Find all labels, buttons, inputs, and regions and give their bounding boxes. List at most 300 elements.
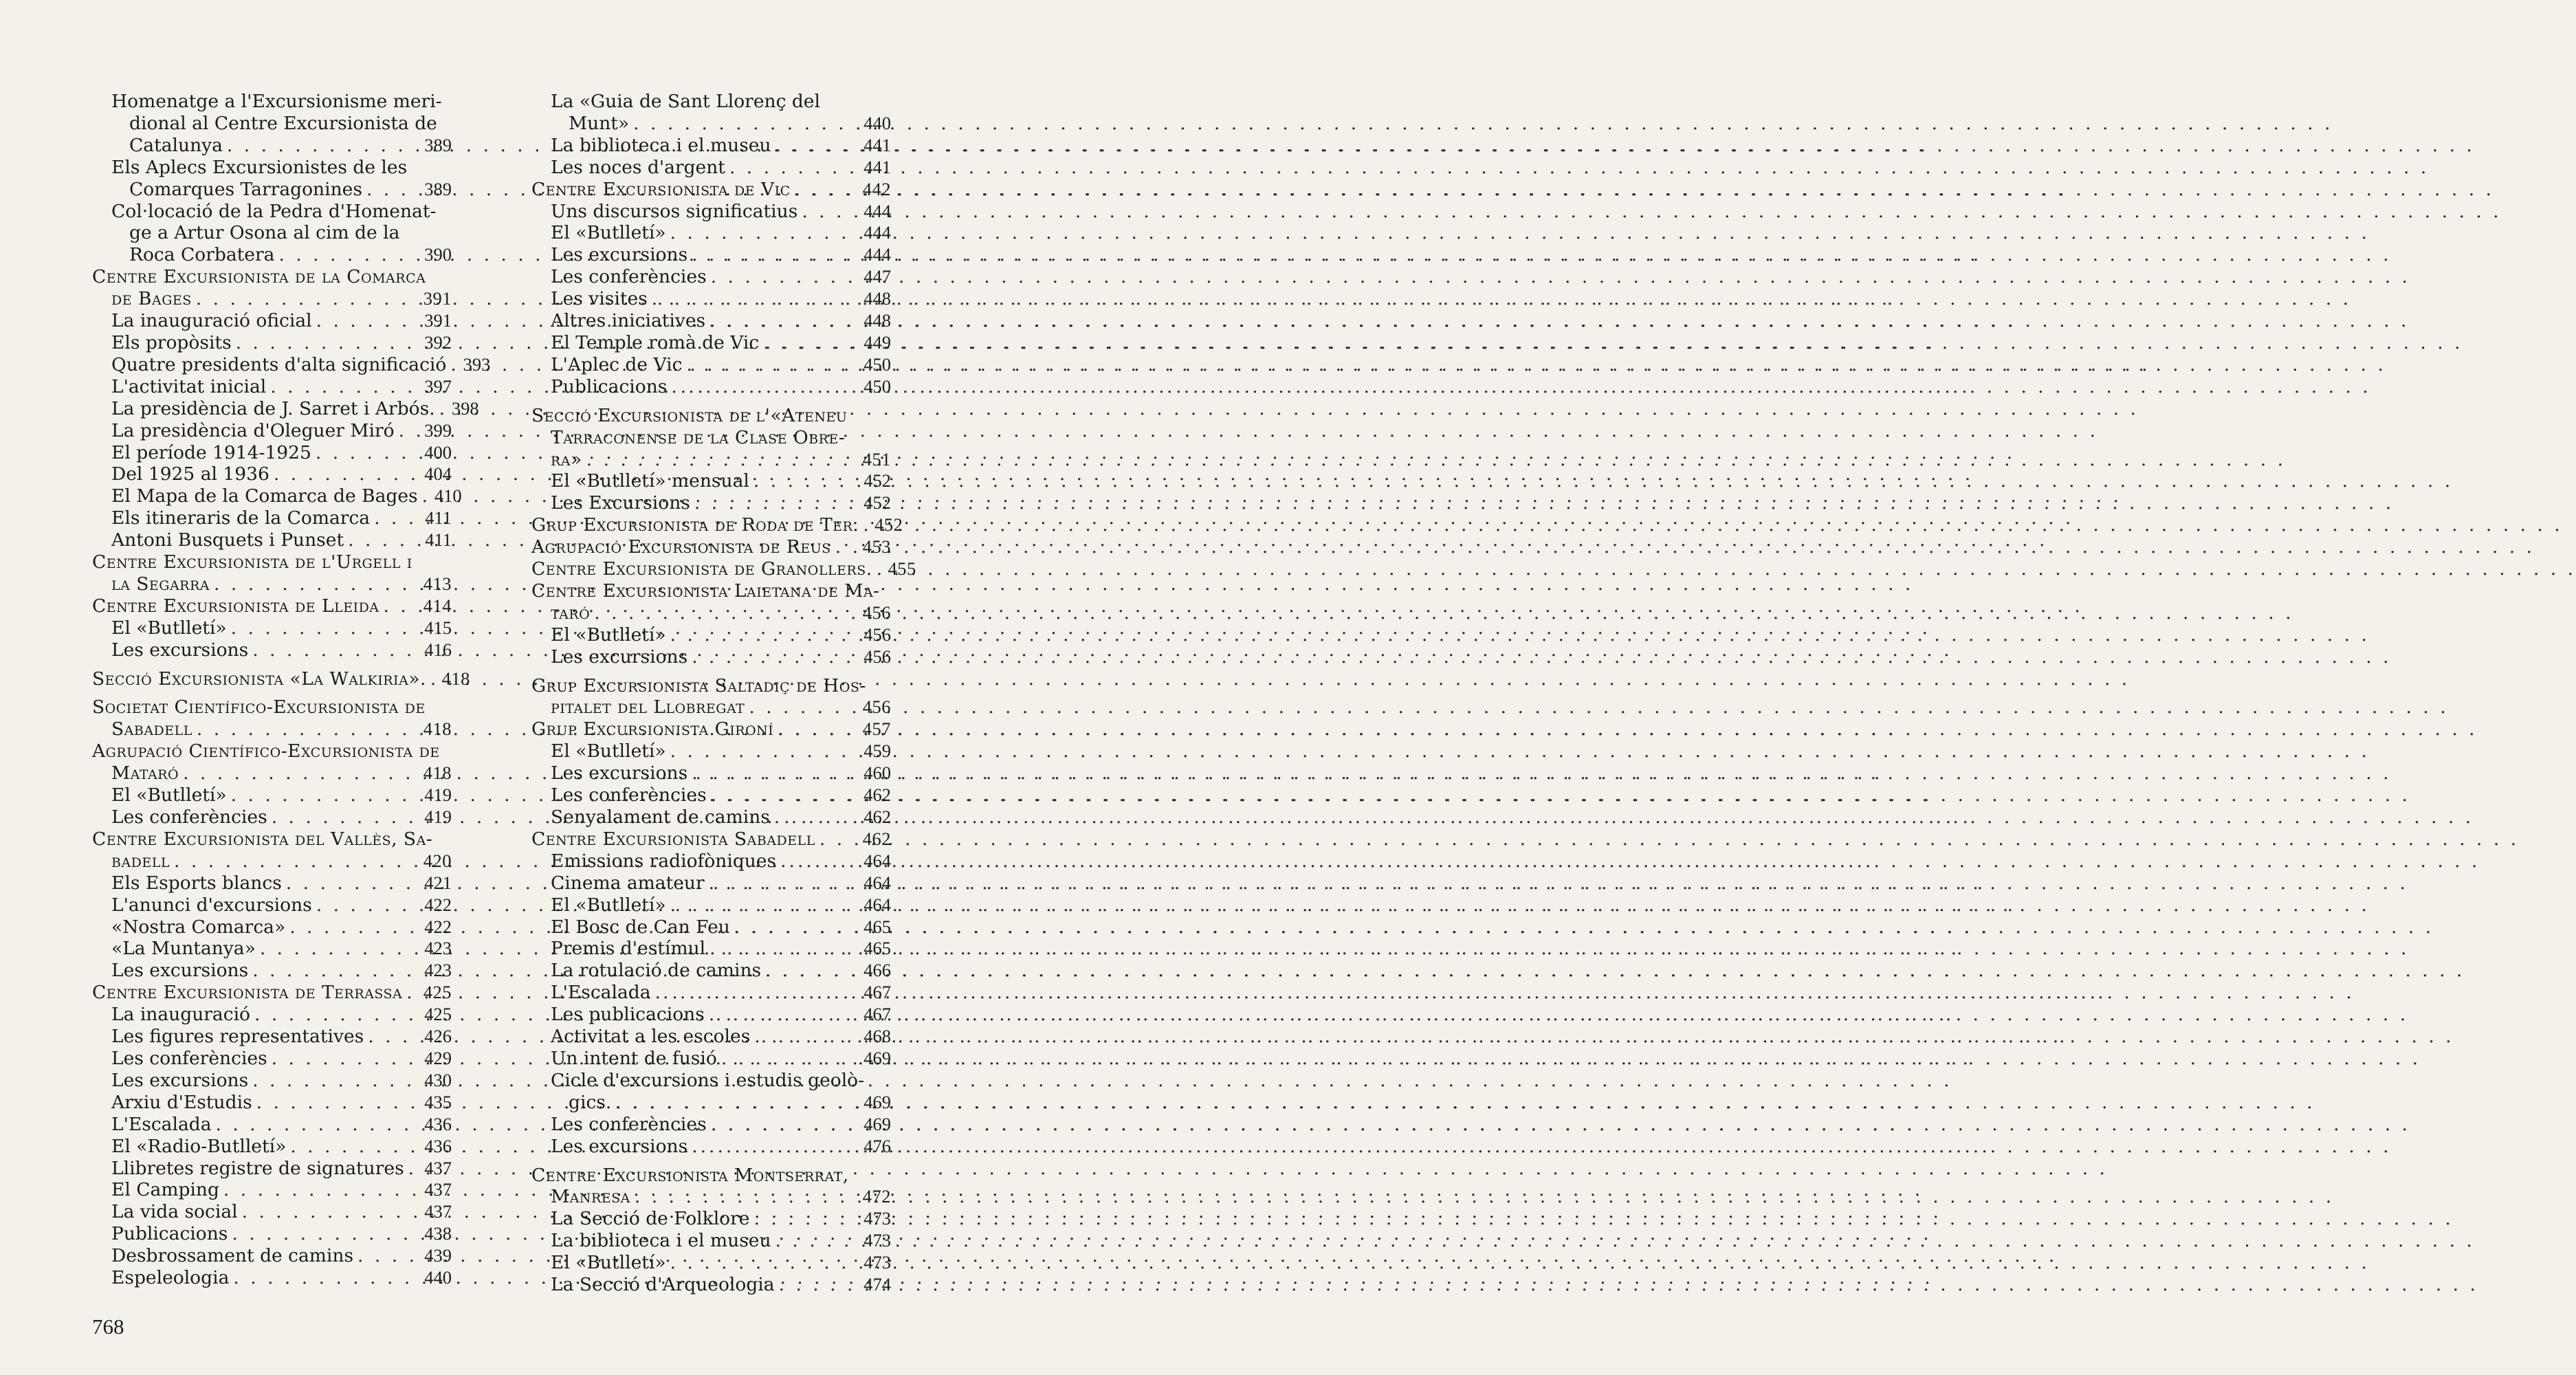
toc-page-number: 437 xyxy=(424,1179,452,1200)
toc-entry-line xyxy=(92,1201,452,1223)
toc-column-left xyxy=(92,91,491,1289)
toc-entry-line xyxy=(92,828,452,850)
toc-entry-line xyxy=(531,1092,891,1114)
dot-leader xyxy=(227,617,421,639)
toc-page-number: 466 xyxy=(863,960,891,981)
dot-leader xyxy=(370,507,421,529)
toc-entry-title: Les conferències xyxy=(551,1113,707,1135)
toc-entry-title: El «Butlletí» xyxy=(111,784,227,806)
toc-entry-title: Les conferències xyxy=(551,266,707,288)
toc-entry-line xyxy=(531,982,891,1004)
dot-leader xyxy=(759,332,861,354)
toc-entry-title: Secció Excursionista de l'«Ateneu xyxy=(531,404,848,426)
toc-page-number: 441 xyxy=(863,134,891,155)
toc-entry-title: Quatre presidents d'alta significació xyxy=(111,353,447,375)
toc-entry-title: ra» xyxy=(551,448,582,470)
toc-entry xyxy=(92,1158,452,1180)
toc-entry-title: Centre Excursionista de l'Urgell i xyxy=(92,551,412,573)
dot-leader xyxy=(776,850,861,872)
toc-section-heading xyxy=(531,514,903,536)
toc-page-number: 423 xyxy=(424,960,452,981)
dot-leader xyxy=(687,762,861,784)
toc-entry-line xyxy=(92,718,452,740)
dot-leader xyxy=(750,1026,861,1048)
toc-entry-line xyxy=(531,1252,891,1274)
toc-page-number: 429 xyxy=(424,1047,452,1068)
toc-page-number: 473 xyxy=(863,1208,891,1229)
toc-entry-line xyxy=(531,470,891,492)
toc-page-number: 392 xyxy=(424,331,452,353)
toc-entry-title: L'Aplec de Vic xyxy=(551,353,683,375)
toc-entry-line xyxy=(531,916,891,938)
toc-page-number: 456 xyxy=(863,624,891,645)
toc-entry xyxy=(531,894,891,916)
page-number: 768 xyxy=(92,1314,124,1339)
toc-entry xyxy=(531,332,891,354)
toc-entry xyxy=(531,157,891,179)
toc-entry-title: El «Butlletí» xyxy=(551,222,666,244)
toc-entry-line xyxy=(531,806,891,828)
dot-leader xyxy=(773,718,861,740)
toc-entry-title: Agrupació Excursionista de Reus xyxy=(531,536,831,558)
dot-leader xyxy=(872,558,886,580)
toc-page-number: 456 xyxy=(862,696,891,718)
toc-entry-title: Agrupació Científico-Excursionista de xyxy=(92,740,440,762)
dot-leader xyxy=(274,244,421,266)
toc-entry xyxy=(531,916,891,938)
toc-section-heading xyxy=(92,551,452,595)
dot-leader xyxy=(223,135,421,157)
toc-entry-title: Centre Excursionista de Lleida xyxy=(92,595,379,617)
toc-section-heading xyxy=(531,580,891,624)
dot-leader xyxy=(648,288,861,310)
toc-entry xyxy=(92,1201,452,1223)
toc-entry-line xyxy=(92,696,452,718)
dot-leader xyxy=(666,1252,861,1274)
toc-page-number: 416 xyxy=(424,639,452,660)
toc-entry-title: Centre Excursionista del Vallès, Sa- xyxy=(92,828,433,850)
toc-entry xyxy=(531,354,891,376)
toc-entry-title: Munt» xyxy=(569,112,630,134)
toc-entry xyxy=(92,353,491,376)
toc-entry-title: Catalunya xyxy=(129,134,223,156)
toc-page-number: 473 xyxy=(863,1230,891,1251)
toc-entry xyxy=(531,1070,891,1114)
toc-page-number: 465 xyxy=(863,938,891,959)
toc-entry xyxy=(92,872,452,894)
toc-page-number: 391 xyxy=(424,310,452,331)
toc-entry-title: Comarques Tarragonines xyxy=(129,178,362,200)
toc-entry-line xyxy=(531,762,891,784)
toc-entry-title: de Bages xyxy=(111,288,192,310)
toc-entry-line xyxy=(92,1070,452,1092)
toc-page-number: 444 xyxy=(863,222,891,243)
toc-entry-line xyxy=(92,201,452,223)
toc-entry-title: Espeleologia xyxy=(111,1267,230,1289)
toc-page-number: 452 xyxy=(874,514,903,536)
toc-entry-line xyxy=(92,894,452,916)
dot-leader xyxy=(435,398,449,420)
toc-entry-line xyxy=(531,157,891,179)
dot-leader xyxy=(192,718,421,740)
toc-entry xyxy=(531,982,891,1004)
toc-section-heading xyxy=(531,718,891,740)
toc-entry-title: ge a Artur Osona al cim de la xyxy=(129,222,400,244)
toc-entry-line xyxy=(92,668,470,690)
toc-entry-title: La biblioteca i el museu xyxy=(551,134,771,156)
toc-page-number: 390 xyxy=(424,244,452,265)
dot-leader xyxy=(248,960,421,982)
toc-entry-line xyxy=(531,828,891,850)
toc-entry-title: Les excursions xyxy=(551,1135,688,1157)
toc-entry-line xyxy=(531,696,891,718)
toc-entry-title: Centre Excursionista Montserrat, xyxy=(531,1164,849,1186)
toc-page-number: 469 xyxy=(863,1113,891,1134)
dot-leader xyxy=(227,784,421,806)
toc-page-number: 389 xyxy=(424,134,452,155)
toc-entry-line xyxy=(92,113,452,135)
toc-entry xyxy=(92,1026,452,1048)
dot-leader xyxy=(179,762,421,784)
toc-entry-line xyxy=(92,1092,452,1114)
toc-entry xyxy=(531,244,891,266)
toc-page-number: 413 xyxy=(423,573,452,594)
toc-entry-line xyxy=(531,624,891,646)
toc-page-number: 472 xyxy=(862,1186,891,1207)
dot-leader xyxy=(666,740,861,762)
toc-entry-line xyxy=(92,529,452,551)
toc-entry-line xyxy=(531,536,891,558)
toc-entry-line xyxy=(531,244,891,266)
dot-leader xyxy=(582,449,861,471)
toc-page-number: 410 xyxy=(434,485,462,507)
toc-entry xyxy=(92,1136,452,1158)
dot-leader xyxy=(344,529,421,551)
toc-entry-title: Secció Excursionista «La Walkiria». xyxy=(92,668,426,690)
dot-leader xyxy=(690,492,861,514)
toc-entry-line xyxy=(531,1026,891,1048)
toc-entry xyxy=(92,784,452,806)
toc-section-heading xyxy=(531,828,891,850)
toc-entry xyxy=(92,91,452,157)
toc-entry xyxy=(92,1004,452,1026)
dot-leader xyxy=(707,1114,861,1136)
dot-leader xyxy=(687,1136,861,1158)
toc-page-number: 460 xyxy=(863,762,891,784)
toc-entry-line xyxy=(531,740,891,762)
toc-section-heading xyxy=(531,405,891,471)
toc-entry xyxy=(531,201,891,223)
dot-leader xyxy=(312,894,421,916)
toc-entry xyxy=(531,1208,891,1230)
dot-leader xyxy=(311,442,421,464)
toc-entry-line xyxy=(531,514,903,536)
toc-entry xyxy=(531,492,891,514)
toc-entry-line xyxy=(92,938,452,960)
toc-entry-line xyxy=(92,595,452,617)
toc-entry-title: Les Excursions xyxy=(551,492,690,514)
toc-entry-line xyxy=(531,135,891,157)
toc-page-number: 464 xyxy=(863,850,891,871)
toc-entry-title: Uns discursos significatius xyxy=(551,200,798,222)
toc-page-number: 437 xyxy=(424,1157,452,1178)
toc-entry-title: Les publicacions xyxy=(551,1004,705,1026)
toc-entry-line xyxy=(92,806,452,828)
toc-entry-title: L'anunci d'excursions xyxy=(111,894,312,916)
dot-leader xyxy=(611,1092,861,1114)
toc-entry-line xyxy=(92,982,452,1004)
dot-leader xyxy=(725,157,861,179)
dot-leader xyxy=(667,376,861,398)
toc-entry-title: Les excursions xyxy=(111,960,249,982)
toc-entry-title: Les excursions xyxy=(551,762,688,784)
dot-leader xyxy=(815,828,861,850)
toc-page-number: 422 xyxy=(424,894,452,915)
toc-entry-line xyxy=(531,376,891,398)
dot-leader xyxy=(232,332,421,354)
toc-entry-line xyxy=(92,1048,452,1070)
toc-page-number: 467 xyxy=(863,1004,891,1025)
toc-entry-line xyxy=(531,850,891,872)
toc-entry-title: L'activitat inicial xyxy=(111,375,267,397)
dot-leader xyxy=(666,894,861,916)
toc-entry-title: La presidència de J. Sarret i Arbós. xyxy=(111,397,435,419)
toc-entry-title: dional al Centre Excursionista de xyxy=(129,112,437,134)
toc-entry xyxy=(92,442,452,464)
toc-entry-title: Altres iniciatives xyxy=(551,310,706,332)
toc-entry-line xyxy=(531,1048,891,1070)
toc-entry xyxy=(92,938,452,960)
toc-entry-title: La Secció de Folklore xyxy=(551,1208,750,1230)
toc-page-number: 451 xyxy=(862,448,891,470)
toc-page-number: 469 xyxy=(863,1091,891,1112)
dot-leader xyxy=(250,1004,421,1026)
toc-entry-title: Publicacions xyxy=(111,1223,228,1245)
toc-entry-line xyxy=(531,1004,891,1026)
dot-leader xyxy=(651,982,861,1004)
toc-page-number: 474 xyxy=(863,1274,891,1295)
toc-entry-title: Un intent de fusió xyxy=(551,1047,717,1069)
toc-entry-line xyxy=(92,310,452,332)
toc-entry-title: badell xyxy=(111,850,170,872)
toc-entry xyxy=(531,222,891,244)
toc-entry-title: El «Butlletí» xyxy=(551,624,666,646)
toc-entry-title: Les excursions xyxy=(551,646,688,668)
dot-leader xyxy=(749,1208,861,1230)
toc-page-number: 456 xyxy=(863,646,891,667)
toc-page-number: 436 xyxy=(424,1135,452,1156)
toc-entry-title: Homenatge a l'Excursionisme meri- xyxy=(111,91,442,112)
toc-entry-line xyxy=(92,244,452,266)
dot-leader xyxy=(395,420,421,442)
toc-page-number: 426 xyxy=(424,1026,452,1047)
toc-entry-line xyxy=(92,397,479,420)
toc-entry-title: El «Butlletí» xyxy=(551,740,666,762)
toc-entry-line xyxy=(531,449,891,471)
toc-entry-title: La biblioteca i el museu xyxy=(551,1230,771,1252)
toc-entry xyxy=(531,135,891,157)
toc-entry-line xyxy=(92,222,452,244)
toc-entry-title: Grup Excursionista de Roda de Ter. xyxy=(531,514,859,536)
toc-entry xyxy=(92,1048,452,1070)
dot-leader xyxy=(859,514,872,536)
dot-leader xyxy=(797,201,861,223)
dot-leader xyxy=(353,1245,421,1267)
toc-entry-title: Centre Excursionista de Granollers. xyxy=(531,558,872,580)
toc-entry xyxy=(92,420,452,442)
toc-entry-line xyxy=(531,113,891,135)
toc-page-number: 448 xyxy=(863,310,891,331)
toc-entry-title: El «Radio-Butlletí» xyxy=(111,1135,287,1157)
toc-entry-title: Manresa xyxy=(551,1186,630,1208)
dot-leader xyxy=(282,872,421,894)
toc-entry-line xyxy=(531,1208,891,1230)
toc-entry xyxy=(92,529,452,551)
toc-section-heading xyxy=(92,266,452,310)
toc-page-number: 459 xyxy=(863,740,891,762)
toc-page-number: 450 xyxy=(863,353,891,375)
toc-entry-line xyxy=(531,91,891,113)
toc-entry-title: Senyalament de camins xyxy=(551,806,770,828)
toc-page-number: 462 xyxy=(863,806,891,827)
dot-leader xyxy=(252,1092,421,1114)
toc-entry-title: El període 1914-1925 xyxy=(111,441,311,463)
toc-entry-title: El Bosc de Can Feu xyxy=(551,916,730,938)
toc-page-number: 456 xyxy=(862,602,891,623)
toc-entry xyxy=(92,1179,452,1201)
toc-entry xyxy=(531,850,891,872)
toc-page-number: 421 xyxy=(424,872,452,893)
toc-entry xyxy=(92,310,452,332)
toc-section-heading xyxy=(92,696,452,740)
toc-page-number: 415 xyxy=(424,617,452,638)
toc-entry xyxy=(531,288,891,310)
dot-leader xyxy=(630,1186,861,1208)
toc-entry-title: La Secció d'Arqueologia xyxy=(551,1274,775,1296)
toc-page-number: 420 xyxy=(423,850,452,871)
toc-entry-title: La inauguració xyxy=(111,1004,250,1026)
dot-leader xyxy=(248,639,421,661)
toc-entry xyxy=(92,332,452,354)
toc-entry-line xyxy=(531,1274,891,1296)
toc-entry-title: la Segarra xyxy=(111,573,210,595)
dot-leader xyxy=(717,1048,861,1070)
toc-entry-line xyxy=(531,1136,891,1158)
toc-entry-line xyxy=(92,762,452,784)
toc-page-number: 452 xyxy=(863,470,891,492)
toc-entry-title: Els Esports blancs xyxy=(111,872,282,894)
toc-entry-title: Desbrossament de camins xyxy=(111,1245,354,1267)
toc-entry-line xyxy=(531,492,891,514)
toc-entry-title: Les conferències xyxy=(551,784,707,806)
toc-entry-title: La «Guia de Sant Llorenç del xyxy=(551,91,820,112)
toc-entry xyxy=(92,463,452,485)
toc-page-number: 399 xyxy=(424,419,452,441)
dot-leader xyxy=(666,222,861,244)
toc-entry-title: Roca Corbatera xyxy=(129,244,275,266)
toc-entry-title: La vida social xyxy=(111,1201,238,1223)
toc-entry xyxy=(92,397,479,420)
toc-entry-line xyxy=(531,718,891,740)
toc-entry-title: Mataró xyxy=(111,762,179,784)
toc-entry-title: Les excursions xyxy=(111,1069,249,1091)
toc-entry xyxy=(92,485,462,507)
toc-page-number: 447 xyxy=(863,266,891,287)
toc-entry-title: Arxiu d'Estudis xyxy=(111,1091,252,1113)
dot-leader xyxy=(775,1274,861,1296)
dot-leader xyxy=(267,1048,421,1070)
toc-entry-title: Grup Excursionista Saltadiç de Hos- xyxy=(531,674,866,696)
toc-entry-line xyxy=(92,463,452,485)
toc-entry-title: Les visites xyxy=(551,288,648,310)
toc-entry-title: Del 1925 al 1936 xyxy=(111,463,269,485)
toc-entry-title: «La Muntanya» xyxy=(111,938,256,960)
dot-leader xyxy=(285,916,421,938)
toc-page-number: 418 xyxy=(423,718,452,740)
toc-entry xyxy=(531,938,891,960)
toc-entry-line xyxy=(531,179,891,201)
toc-entry-title: Tarraconense de la Clase Obre- xyxy=(551,426,846,448)
toc-section-heading xyxy=(531,675,891,719)
toc-entry xyxy=(92,1223,452,1245)
dot-leader xyxy=(362,179,421,201)
toc-entry xyxy=(92,157,452,201)
toc-entry xyxy=(92,806,452,828)
dot-leader xyxy=(770,806,861,828)
toc-column-right xyxy=(531,91,916,1296)
toc-entry-line xyxy=(92,960,452,982)
toc-page-number: 452 xyxy=(863,492,891,514)
toc-entry xyxy=(92,1070,452,1092)
toc-page-number: 411 xyxy=(425,507,452,529)
toc-page-number: 468 xyxy=(863,1026,891,1047)
toc-entry-line xyxy=(531,872,891,894)
toc-page-number: 425 xyxy=(423,982,452,1003)
toc-page-number: 397 xyxy=(424,375,452,397)
toc-entry-line xyxy=(531,332,891,354)
toc-section-heading xyxy=(92,740,452,784)
dot-leader xyxy=(418,485,432,507)
dot-leader xyxy=(267,806,421,828)
toc-entry-line xyxy=(92,332,452,354)
toc-entry xyxy=(92,1114,452,1136)
toc-page-number: 391 xyxy=(423,288,452,309)
toc-entry-title: Col·locació de la Pedra d'Homenat- xyxy=(111,200,437,222)
toc-entry xyxy=(531,1252,891,1274)
toc-entry xyxy=(531,806,891,828)
toc-entry xyxy=(531,91,891,135)
toc-entry-line xyxy=(531,354,891,376)
dot-leader xyxy=(682,354,861,376)
toc-entry-line xyxy=(531,266,891,288)
dot-leader xyxy=(192,288,421,310)
dot-leader xyxy=(312,310,421,332)
toc-entry xyxy=(531,740,891,762)
toc-entry xyxy=(531,624,891,646)
toc-entry-line xyxy=(92,91,452,113)
toc-entry-line xyxy=(531,1070,891,1092)
toc-entry-title: gics. xyxy=(569,1091,612,1113)
toc-entry xyxy=(92,1267,452,1289)
toc-entry-title: Cicle d'excursions i estudis geolò- xyxy=(551,1069,865,1091)
toc-page-number: 457 xyxy=(862,718,891,740)
dot-leader xyxy=(705,1004,861,1026)
toc-entry xyxy=(531,762,891,784)
toc-entry xyxy=(531,960,891,982)
toc-entry-title: El «Butlletí» xyxy=(111,617,227,639)
toc-page-number: 453 xyxy=(862,536,891,558)
toc-entry-line xyxy=(92,157,452,179)
